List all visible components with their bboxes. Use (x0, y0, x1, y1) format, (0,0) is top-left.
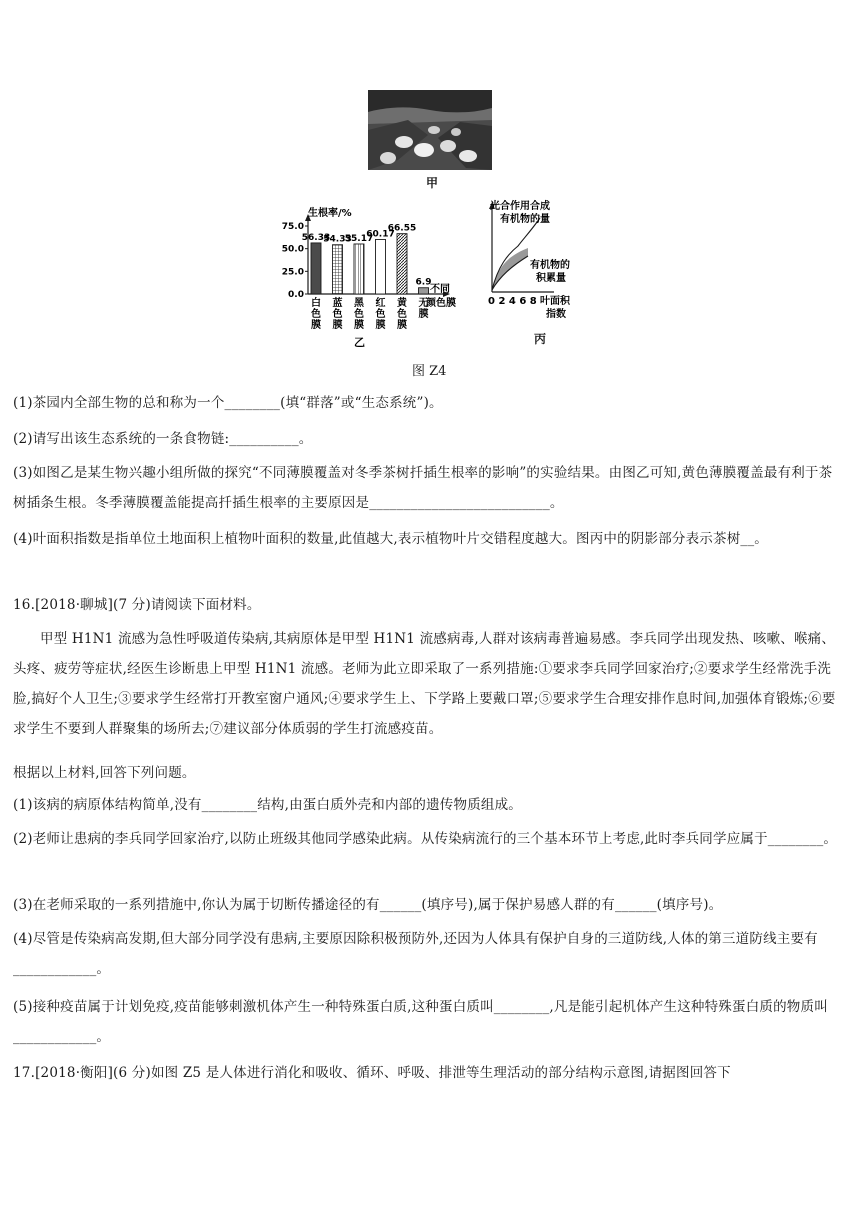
yi-category-label: 无膜 (418, 298, 429, 320)
bing-annotation-1: 有机物的 (530, 260, 570, 271)
yi-y-tick-label: 50.0 (281, 244, 304, 255)
yi-value-label: 55.17 (344, 233, 374, 244)
q16-part3: (3)在老师采取的一系列措施中,你认为属于切断传播途径的有______(填序号),属于保护易感人群的有______(填序号)。 (13, 897, 723, 913)
yi-bar (333, 245, 343, 294)
yi-value-label: 56.33 (301, 232, 331, 243)
chart-bing-leaf-area-index (484, 196, 604, 326)
q16-part4: (4)尽管是传染病高发期,但大部分同学没有患病,主要原因除积极预防外,还因为人体具有保护自身的三道防线,人体的第三道防线主要有____________。 (13, 931, 818, 977)
yi-category-label: 红色膜 (375, 298, 386, 331)
q16-part5: (5)接种疫苗属于计划免疫,疫苗能够刺激机体产生一种特殊蛋白质,这种蛋白质叫________,凡是能引起机体产生这种特殊蛋白质的物质叫____________。 (13, 999, 828, 1045)
q16-part2: (2)老师让患病的李兵同学回家治疗,以防止班级其他同学感染此病。从传染病流行的三个基本环节上考虑,此时李兵同学应属于________。 (13, 831, 838, 847)
yi-value-label: 60.17 (366, 229, 395, 240)
yi-value-label: 6.9 (415, 277, 432, 288)
yi-category-label: 黑色膜 (354, 298, 364, 331)
q17-heading: 17.[2018·衡阳](6 分)如图 Z5 是人体进行消化和吸收、循环、呼吸、排泄等生理活动的部分结构示意图,请据图回答下 (13, 1065, 731, 1081)
bing-annotation-2: 积累量 (536, 273, 566, 284)
caption-yi: 乙 (354, 336, 365, 348)
yi-category-label: 黄色膜 (397, 298, 407, 331)
yi-y-tick-label: 0.0 (288, 290, 304, 300)
q15-part2: (2)请写出该生态系统的一条食物链:__________。 (13, 431, 313, 447)
yi-x-label-2: 颜色膜 (426, 298, 456, 309)
chart-yi-rooting-rate (278, 200, 478, 348)
yi-x-label-1: 不同 (430, 284, 450, 295)
q15-part3: (3)如图乙是某生物兴趣小组所做的探究“不同薄膜覆盖对冬季茶树扦插生根率的影响”的实验结果。由图乙可知,黄色薄膜覆盖最有利于茶树插条生根。冬季薄膜覆盖能提高扦插生根率的主要原因是__________________________。 (13, 465, 833, 511)
bing-xlabel-2: 指数 (546, 309, 566, 320)
caption-bing-text: 丙 (534, 332, 547, 346)
yi-bar (419, 288, 429, 294)
bing-xlabel-1: 叶面积 (540, 296, 570, 307)
yi-category-label: 白色膜 (311, 298, 321, 331)
bing-xticks: 0 2 4 6 8 (488, 296, 537, 307)
yi-y-tick-label: 75.0 (281, 222, 304, 232)
photo-chickens-in-tea-garden (368, 90, 492, 170)
yi-value-label: 66.55 (387, 223, 417, 234)
yi-bar (354, 244, 364, 294)
bing-ylabel-1: 光合作用合成 (490, 201, 550, 212)
q16-heading: 16.[2018·聊城](7 分)请阅读下面材料。 (13, 597, 261, 613)
yi-value-label: 54.33 (323, 234, 352, 245)
bing-ylabel-2: 有机物的量 (500, 214, 550, 225)
q16-part1: (1)该病的病原体结构简单,没有________结构,由蛋白质外壳和内部的遗传物质组成。 (13, 797, 523, 813)
caption-jia: 甲 (426, 176, 439, 190)
q16-material: 甲型 H1N1 流感为急性呼吸道传染病,其病原体是甲型 H1N1 流感病毒,人群对该病毒普遍易感。李兵同学出现发热、咳嗽、喉痛、头疼、疲劳等症状,经医生诊断患上甲型 H1N1 流感。老师为此立即采取了一系列措施:①要求李兵同学回家治疗;②要求学生经常洗手洗脸,搞好个人卫生;③要求学生经常打开教室窗户通风;④要求学生上、下学路上要戴口罩;⑤要求学生合理安排作息时间,加强体育锻炼;⑥要求学生不要到人群聚集的场所去;⑦建议部分体质弱的学生打流感疫苗。 (13, 631, 836, 737)
figure-label: 图 Z4 (412, 364, 447, 379)
q16-prompt: 根据以上材料,回答下列问题。 (13, 765, 196, 781)
yi-bar (397, 234, 407, 294)
q15-part1: (1)茶园内全部生物的总和称为一个________(填“群落”或“生态系统”)。 (13, 395, 443, 411)
yi-y-tick-label: 25.0 (281, 267, 304, 278)
yi-category-label: 蓝色膜 (332, 298, 343, 331)
yi-bar (311, 243, 321, 294)
q15-part4: (4)叶面积指数是指单位土地面积上植物叶面积的数量,此值越大,表示植物叶片交错程度越大。图丙中的阴影部分表示茶树__。 (13, 531, 769, 547)
yi-bar (376, 239, 386, 294)
yi-y-label: 生根率/% (308, 208, 352, 219)
